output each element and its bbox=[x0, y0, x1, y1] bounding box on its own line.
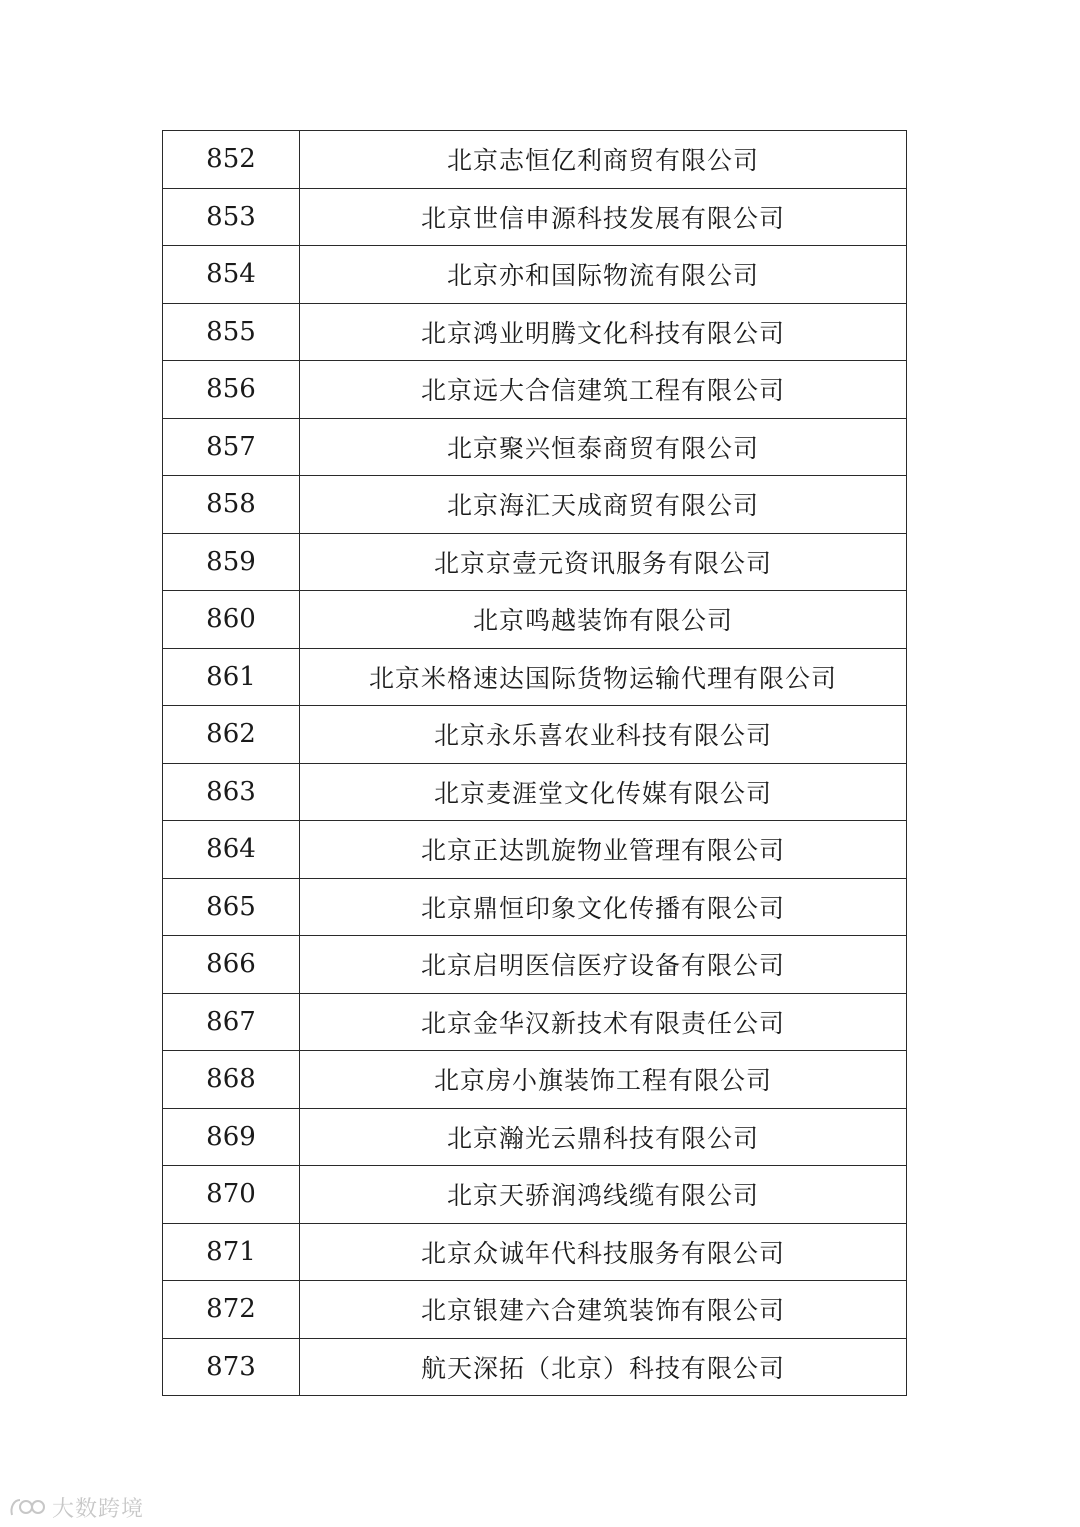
table-row bbox=[163, 533, 907, 591]
company-name: 北京众诚年代科技服务有限公司 bbox=[300, 1223, 907, 1281]
company-name: 北京启明医信医疗设备有限公司 bbox=[300, 936, 907, 994]
table-row bbox=[163, 361, 907, 419]
row-number: 869 bbox=[163, 1108, 300, 1166]
row-number: 856 bbox=[163, 361, 300, 419]
row-number: 855 bbox=[163, 303, 300, 361]
company-name: 北京远大合信建筑工程有限公司 bbox=[300, 361, 907, 419]
company-name: 北京京壹元资讯服务有限公司 bbox=[300, 533, 907, 591]
row-number: 873 bbox=[163, 1338, 300, 1396]
company-name: 北京世信申源科技发展有限公司 bbox=[300, 188, 907, 246]
company-name: 北京米格速达国际货物运输代理有限公司 bbox=[300, 648, 907, 706]
row-number: 871 bbox=[163, 1223, 300, 1281]
company-name: 北京金华汉新技术有限责任公司 bbox=[300, 993, 907, 1051]
table-row bbox=[163, 993, 907, 1051]
table-row bbox=[163, 1166, 907, 1224]
row-number: 863 bbox=[163, 763, 300, 821]
row-number: 859 bbox=[163, 533, 300, 591]
table-body bbox=[163, 131, 907, 1396]
company-name: 航天深拓（北京）科技有限公司 bbox=[300, 1338, 907, 1396]
row-number: 857 bbox=[163, 418, 300, 476]
table-row bbox=[163, 821, 907, 879]
table-row bbox=[163, 648, 907, 706]
company-name: 北京天骄润鸿线缆有限公司 bbox=[300, 1166, 907, 1224]
company-name: 北京麦涯堂文化传媒有限公司 bbox=[300, 763, 907, 821]
row-number: 853 bbox=[163, 188, 300, 246]
company-name: 北京聚兴恒泰商贸有限公司 bbox=[300, 418, 907, 476]
table-row bbox=[163, 418, 907, 476]
table-row bbox=[163, 763, 907, 821]
company-name: 北京房小旗装饰工程有限公司 bbox=[300, 1051, 907, 1109]
row-number: 858 bbox=[163, 476, 300, 534]
row-number: 854 bbox=[163, 246, 300, 304]
table-row bbox=[163, 706, 907, 764]
row-number: 861 bbox=[163, 648, 300, 706]
table-row bbox=[163, 1108, 907, 1166]
table-row bbox=[163, 1051, 907, 1109]
company-list-table bbox=[162, 130, 907, 1396]
table-row bbox=[163, 591, 907, 649]
company-name: 北京亦和国际物流有限公司 bbox=[300, 246, 907, 304]
company-name: 北京海汇天成商贸有限公司 bbox=[300, 476, 907, 534]
row-number: 864 bbox=[163, 821, 300, 879]
table-row bbox=[163, 1338, 907, 1396]
company-name: 北京瀚光云鼎科技有限公司 bbox=[300, 1108, 907, 1166]
table-row bbox=[163, 303, 907, 361]
table-row bbox=[163, 1223, 907, 1281]
company-name: 北京鸣越装饰有限公司 bbox=[300, 591, 907, 649]
table-row bbox=[163, 188, 907, 246]
company-name: 北京鸿业明腾文化科技有限公司 bbox=[300, 303, 907, 361]
table-row bbox=[163, 1281, 907, 1339]
table-row bbox=[163, 131, 907, 189]
watermark bbox=[8, 1492, 144, 1523]
table-row bbox=[163, 936, 907, 994]
row-number: 867 bbox=[163, 993, 300, 1051]
company-name: 北京永乐喜农业科技有限公司 bbox=[300, 706, 907, 764]
logo-icon bbox=[8, 1495, 48, 1521]
row-number: 860 bbox=[163, 591, 300, 649]
company-name: 北京鼎恒印象文化传播有限公司 bbox=[300, 878, 907, 936]
table-row bbox=[163, 246, 907, 304]
row-number: 866 bbox=[163, 936, 300, 994]
company-name: 北京银建六合建筑装饰有限公司 bbox=[300, 1281, 907, 1339]
table-row bbox=[163, 878, 907, 936]
row-number: 870 bbox=[163, 1166, 300, 1224]
table-row bbox=[163, 476, 907, 534]
company-name: 北京志恒亿利商贸有限公司 bbox=[300, 131, 907, 189]
company-name: 北京正达凯旋物业管理有限公司 bbox=[300, 821, 907, 879]
row-number: 872 bbox=[163, 1281, 300, 1339]
row-number: 868 bbox=[163, 1051, 300, 1109]
row-number: 852 bbox=[163, 131, 300, 189]
row-number: 865 bbox=[163, 878, 300, 936]
row-number: 862 bbox=[163, 706, 300, 764]
watermark-text: 大数跨境 bbox=[52, 1497, 145, 1522]
